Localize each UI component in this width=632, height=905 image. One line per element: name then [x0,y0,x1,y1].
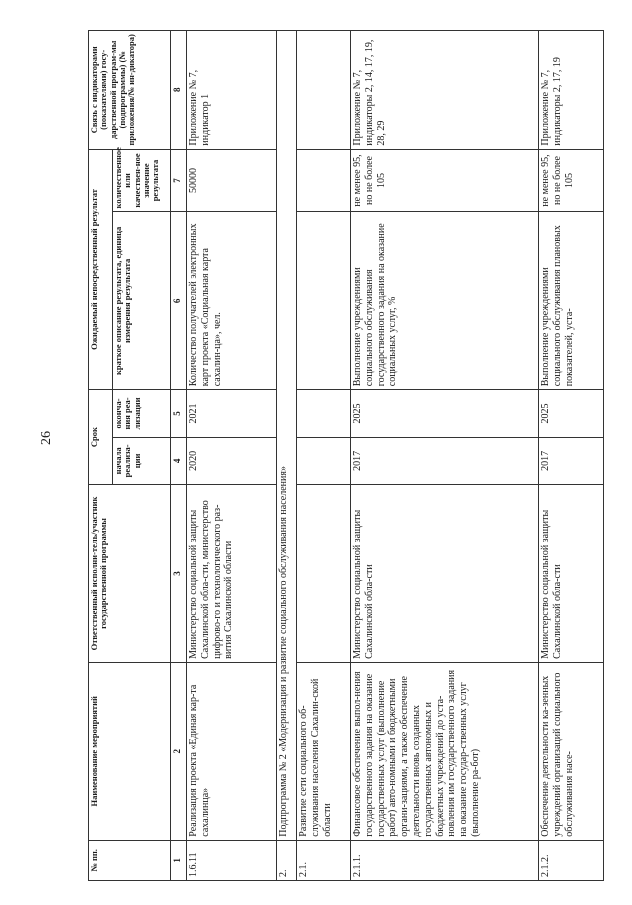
row-value: не менее 95, но не более 105 [539,149,604,212]
row-desc [297,212,351,390]
subprogram-title: Подпрограмма № 2 «Модернизация и развитие социального обслуживания населения» [277,31,297,841]
row-value: не менее 95, но не более 105 [351,149,539,212]
row-end: 2025 [539,390,604,437]
row-number: 2.1. [297,840,351,880]
row-responsible: Министерство социальной защиты Сахалинской обла-сти [351,485,539,663]
row-start: 2020 [187,437,277,484]
col-number-6: 6 [171,212,187,390]
row-value [297,149,351,212]
row-number: 2. [277,840,297,880]
row-value: 50000 [187,149,277,212]
row-link: Приложение № 7, индикатор 1 [187,31,277,150]
row-link: Приложение № 7, индикаторы 2, 17, 19 [539,31,604,150]
header-end: оконча-ния реа-лизации [113,390,171,437]
row-start: 2017 [539,437,604,484]
header-result: Ожидаемый непосредственный результат [89,149,113,390]
header-result-value: количественное или качествен-ное значение результата [113,149,171,212]
header-indicator-link: Связь с индикаторами (показателями) госу-дарственной програм-мы (подпрограммы) (№ приложения/№ ин-дикатора) [89,31,171,150]
col-number-5: 5 [171,390,187,437]
header-responsible: Ответственный исполни-тель/участник государственной программы [89,485,171,663]
table-row [539,31,604,881]
header-start: начала реализа-ции [113,437,171,484]
row-end: 2025 [351,390,539,437]
col-number-1: 1 [171,840,187,880]
program-table [88,30,604,881]
row-name: Развитие сети социального об-служивания населения Сахалин-ской области [297,662,351,840]
row-responsible: Министерство социальной защиты Сахалинской обла-сти [539,485,604,663]
header-name: Наименование мероприятий [89,662,171,840]
row-start: 2017 [351,437,539,484]
row-desc: Выполнение учреждениями социального обслуживания плановых показателей, уста- [539,212,604,390]
row-start [297,437,351,484]
header-term: Срок [89,390,113,485]
row-number: 1.6.11 [187,840,277,880]
rotated-table-container [88,30,609,881]
table-row [187,31,277,881]
header-number: № пп. [89,840,171,880]
col-number-3: 3 [171,485,187,663]
row-number: 2.1.1. [351,840,539,880]
row-end [297,390,351,437]
col-number-2: 2 [171,662,187,840]
row-link [297,31,351,150]
col-number-8: 8 [171,31,187,150]
table-row [277,31,297,881]
row-name: Обеспечение деятельности ка-зенных учреждений организаций социального обслуживания насе- [539,662,604,840]
col-number-7: 7 [171,149,187,212]
row-link: Приложение № 7, индикаторы 2, 14, 17, 19, 28, 29 [351,31,539,150]
row-end: 2021 [187,390,277,437]
table-row [351,31,539,881]
row-responsible: Министерство социальной защиты Сахалинской обла-сти, министерство цифрово-го и технологического раз-вития Сахалинской области [187,485,277,663]
table-row [297,31,351,881]
row-desc: Выполнение учреждениями социального обслуживания государственного задания на оказание социальных услуг, % [351,212,539,390]
row-name: Реализация проекта «Единая кар-та сахалинца» [187,662,277,840]
row-desc: Количество получателей электронных карт проекта «Социальная карта сахалин-ца», чел. [187,212,277,390]
page-number: 26 [39,431,54,445]
row-name: Финансовое обеспечение выпол-нения государственного задания на оказание государственных услуг (выполнение работ) авто-номными и бюджетными органи-зациями, а также обеспечение деятельности вновь созданных государственных автономных и бюджетных учреждений до уста-новления им государственного задания на оказание государ-ственных услуг (выполнение ра-бот) [351,662,539,840]
row-number: 2.1.2. [539,840,604,880]
col-number-4: 4 [171,437,187,484]
header-result-desc: краткое описание результата, единица измерения результата [113,212,171,390]
row-responsible [297,485,351,663]
